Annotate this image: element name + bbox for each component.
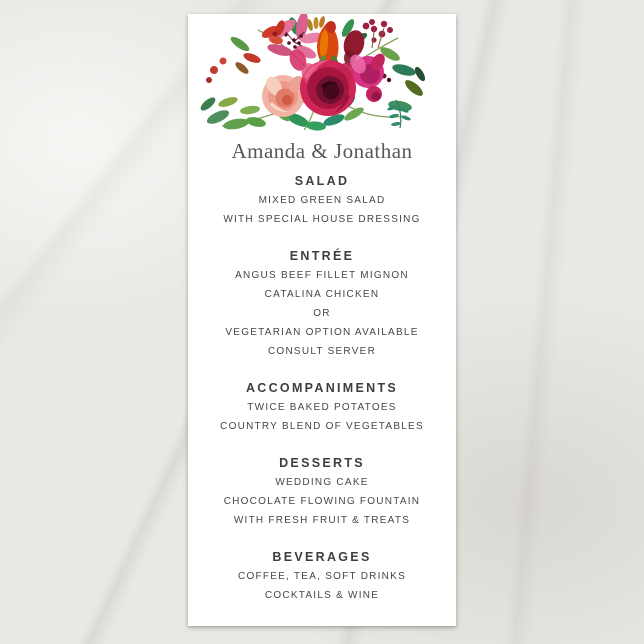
menu-item: CHOCOLATE FLOWING FOUNTAIN (223, 496, 421, 507)
menu-item: ANGUS BEEF FILLET MIGNON (235, 270, 409, 281)
section-title-desserts: DESSERTS (279, 456, 365, 470)
menu-item: COCKTAILS & WINE (264, 590, 380, 601)
menu-item: TWICE BAKED POTATOES (247, 402, 397, 413)
floral-bouquet (198, 14, 438, 138)
section-title-beverages: BEVERAGES (272, 550, 372, 564)
menu-item: MIXED GREEN SALAD (258, 195, 386, 206)
menu-section-desserts (188, 453, 456, 530)
menu-item: CONSULT SERVER (267, 346, 377, 357)
menu-section-accompaniments (188, 378, 456, 436)
menu-card (188, 14, 456, 626)
menu-item: WITH FRESH FRUIT & TREATS (233, 515, 411, 526)
menu-section-beverages (188, 547, 456, 605)
menu-section-entree (188, 246, 456, 361)
section-title-accompaniments: ACCOMPANIMENTS (245, 381, 399, 395)
watercolor-floral-bouquet-icon (198, 14, 438, 138)
menu-item: COFFEE, TEA, SOFT DRINKS (238, 571, 406, 582)
menu-body (188, 171, 456, 605)
section-title-entree: ENTRÉE (289, 249, 355, 263)
section-title-salad: SALAD (294, 174, 350, 188)
menu-item: OR (313, 308, 331, 319)
menu-item: WITH SPECIAL HOUSE DRESSING (223, 214, 421, 225)
menu-item: COUNTRY BLEND OF VEGETABLES (220, 421, 424, 432)
menu-section-salad (188, 171, 456, 229)
menu-item: WEDDING CAKE (275, 477, 369, 488)
menu-item: CATALINA CHICKEN (264, 289, 380, 300)
couple-names: Amanda & Jonathan (231, 139, 413, 163)
menu-item: VEGETARIAN OPTION AVAILABLE (225, 327, 419, 338)
